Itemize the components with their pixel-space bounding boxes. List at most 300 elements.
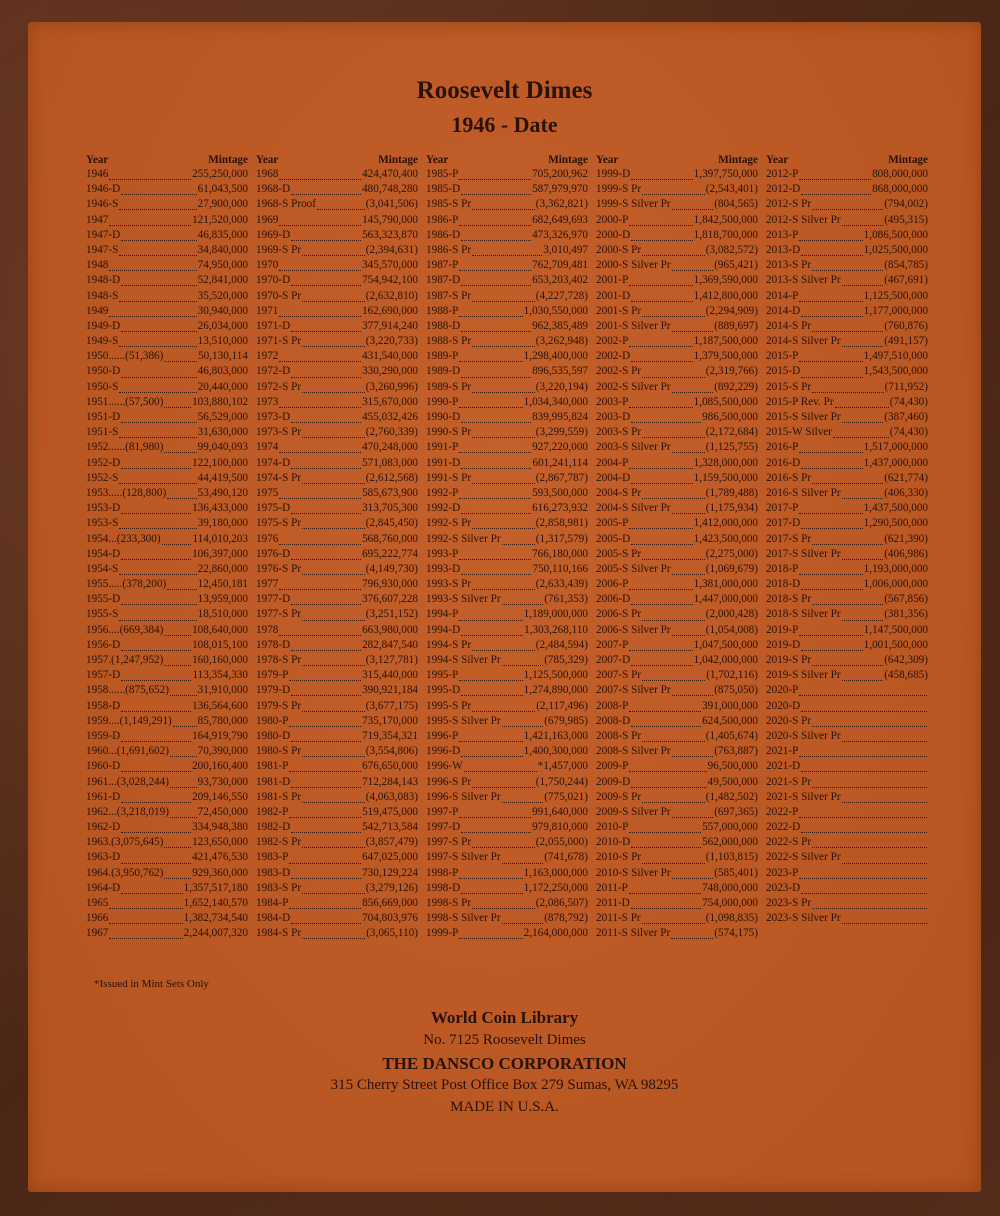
coin-mintage: 585,673,900 (362, 486, 418, 499)
coin-year: 2008-S Pr (596, 729, 642, 742)
coin-year: 1996-P (426, 729, 459, 742)
coin-year: 1992-P (426, 486, 459, 499)
mintage-row (256, 516, 418, 531)
mintage-row (596, 668, 758, 683)
leader-dots (799, 169, 871, 180)
leader-dots (121, 367, 196, 378)
leader-dots (801, 761, 927, 772)
coin-mintage: (491,157) (884, 335, 928, 348)
coin-mintage: 255,250,000 (192, 168, 248, 180)
coin-mintage: 1,357,517,180 (183, 881, 248, 894)
coin-year: 1947-D (86, 228, 121, 241)
leader-dots (302, 928, 365, 939)
coin-mintage: 49,500,000 (707, 775, 758, 788)
mintage-row (596, 744, 758, 759)
leader-dots (459, 928, 522, 939)
leader-dots (121, 458, 191, 469)
leader-dots (459, 868, 522, 879)
coin-mintage: (74,430) (889, 426, 928, 439)
mintage-row (86, 881, 248, 896)
mintage-row (86, 380, 248, 395)
coin-mintage: (1,750,244) (535, 775, 588, 788)
coin-mintage: 52,841,000 (197, 274, 248, 287)
mintage-row (256, 304, 418, 319)
mintage-row (766, 759, 928, 774)
mintage-row (766, 228, 928, 243)
coin-year: 2022-S Pr (766, 836, 812, 849)
coin-year: 1985-D (426, 183, 461, 196)
mintage-row (256, 896, 418, 911)
coin-year: 1979-D (256, 684, 291, 697)
coin-year: 1987-P (426, 259, 459, 272)
coin-mintage: (2,612,568) (365, 471, 418, 484)
mintage-column-5 (766, 153, 928, 926)
coin-year: 2021-S Silver Pr (766, 790, 841, 803)
coin-mintage: 164,919,790 (192, 729, 248, 742)
mintage-row (86, 592, 248, 607)
mintage-row (426, 516, 588, 531)
mintage-row (766, 562, 928, 577)
mintage-row (256, 501, 418, 516)
leader-dots (291, 503, 361, 514)
mintage-row (86, 425, 248, 440)
coin-year: 1986-S Pr (426, 243, 472, 256)
leader-dots (119, 336, 196, 347)
coin-year: 1957.(1,247,952) (86, 654, 164, 666)
leader-dots (289, 670, 361, 681)
mintage-row (766, 911, 928, 926)
mintage-row (426, 623, 588, 638)
coin-mintage: 624,500,000 (702, 714, 758, 727)
mintage-row (256, 607, 418, 622)
coin-year: 1999-S Silver Pr (596, 198, 671, 211)
leader-dots (461, 184, 531, 195)
mintage-row (596, 395, 758, 410)
leader-dots (842, 731, 927, 742)
mintage-row (596, 926, 758, 941)
coin-mintage: 1,006,000,000 (863, 578, 928, 591)
leader-dots (461, 367, 531, 378)
leader-dots (459, 731, 522, 742)
coin-mintage: 145,790,000 (362, 213, 418, 226)
coin-year: 1993-D (426, 562, 461, 575)
leader-dots (502, 853, 544, 864)
coin-mintage: 315,670,000 (362, 395, 418, 408)
coin-year: 1980-S Pr (256, 745, 302, 758)
mintage-row (256, 683, 418, 698)
mintage-row (256, 197, 418, 212)
mintage-row (596, 881, 758, 896)
mintage-row (86, 790, 248, 805)
coin-year: 2014-S Silver Pr (766, 335, 841, 348)
leader-dots (291, 275, 361, 286)
coin-mintage: (2,086,507) (535, 897, 588, 909)
mintage-row (766, 486, 928, 501)
coin-mintage: 334,948,380 (192, 821, 248, 834)
coin-year: 1995-D (426, 684, 461, 697)
mintage-row (766, 304, 928, 319)
leader-dots (291, 868, 361, 879)
leader-dots (472, 336, 535, 347)
column-header (256, 153, 418, 167)
coin-mintage: 12,450,181 (197, 578, 248, 591)
leader-dots (842, 792, 927, 803)
leader-dots (109, 898, 182, 909)
leader-dots (459, 260, 531, 271)
coin-year: 2008-S Silver Pr (596, 745, 671, 758)
coin-year: 2007-D (596, 654, 631, 666)
mintage-row (256, 213, 418, 228)
leader-dots (629, 579, 692, 590)
coin-year: 1982-P (256, 805, 289, 818)
coin-mintage: 748,000,000 (702, 881, 758, 894)
mintage-row (766, 790, 928, 805)
coin-mintage: (697,365) (714, 805, 758, 818)
coin-year: 2012-S Pr (766, 198, 812, 211)
leader-dots (459, 215, 531, 226)
leader-dots (801, 883, 927, 894)
coin-mintage: 1,159,500,000 (693, 471, 758, 484)
coin-mintage: 13,959,000 (197, 593, 248, 606)
mintage-row (256, 456, 418, 471)
mintage-row (86, 197, 248, 212)
leader-dots (502, 716, 544, 727)
coin-year: 2022-S Silver Pr (766, 851, 841, 864)
mintage-row (86, 182, 248, 197)
mintage-row (256, 775, 418, 790)
leader-dots (472, 427, 535, 438)
coin-year: 2008-D (596, 714, 631, 727)
mintage-row (596, 805, 758, 820)
leader-dots (302, 837, 365, 848)
leader-dots (672, 564, 705, 575)
leader-dots (291, 640, 361, 651)
mintage-row (86, 744, 248, 759)
mintage-row (86, 258, 248, 273)
coin-mintage: 568,760,000 (362, 532, 418, 545)
mintage-row (766, 623, 928, 638)
mintage-row (256, 364, 418, 379)
coin-mintage: 1,086,500,000 (863, 228, 928, 241)
mintage-row (86, 835, 248, 850)
leader-dots (631, 351, 692, 362)
coin-year: 1976-D (256, 547, 291, 560)
coin-mintage: 1,147,500,000 (863, 623, 928, 636)
coin-mintage: (3,857,479) (365, 836, 418, 849)
coin-year: 1956....(669,384) (86, 623, 164, 636)
coin-year: 1958-D (86, 699, 121, 712)
coin-year: 2021-S Pr (766, 775, 812, 788)
leader-dots (799, 746, 927, 757)
mintage-row (256, 592, 418, 607)
coin-mintage: 601,241,114 (532, 456, 588, 469)
mintage-row (766, 364, 928, 379)
leader-dots (472, 291, 535, 302)
leader-dots (842, 913, 927, 924)
coin-mintage: 927,220,000 (532, 441, 588, 454)
leader-dots (642, 792, 705, 803)
coin-year: 2020-S Silver Pr (766, 729, 841, 742)
coin-mintage: (3,554,806) (365, 745, 418, 758)
coin-mintage: (711,952) (884, 380, 928, 393)
coin-year: 1951-S (86, 426, 119, 439)
leader-dots (459, 306, 522, 317)
mintage-row (426, 835, 588, 850)
coin-year: 2001-P (596, 274, 629, 287)
coin-mintage: 209,146,550 (192, 790, 248, 803)
mintage-row (86, 607, 248, 622)
coin-year: 2010-D (596, 836, 631, 849)
leader-dots (121, 275, 196, 286)
coin-mintage: 114,010,203 (192, 532, 248, 545)
leader-dots (121, 883, 182, 894)
coin-year: 1998-P (426, 866, 459, 879)
coin-year: 1988-D (426, 319, 461, 332)
mintage-row (256, 729, 418, 744)
leader-dots (459, 442, 531, 453)
footnote: *Issued in Mint Sets Only (94, 978, 209, 990)
coin-year: 2001-S Silver Pr (596, 319, 671, 332)
coin-year: 2005-D (596, 532, 631, 545)
coin-mintage: (1,125,755) (705, 441, 758, 454)
mintage-row (86, 911, 248, 926)
leader-dots (642, 853, 705, 864)
coin-mintage: (621,390) (884, 532, 928, 545)
mintage-row (256, 759, 418, 774)
coin-year: 1983-S Pr (256, 881, 302, 894)
leader-dots (799, 564, 862, 575)
product-number: No. 7125 Roosevelt Dimes (423, 1032, 586, 1048)
mintage-row (596, 334, 758, 349)
coin-mintage: 519,475,000 (362, 805, 418, 818)
mintage-row (256, 258, 418, 273)
leader-dots (121, 670, 191, 681)
leader-dots (279, 625, 361, 636)
coin-mintage: 34,840,000 (197, 243, 248, 256)
coin-year: 1968-S Proof (256, 198, 316, 211)
column-header (86, 153, 248, 167)
coin-year: 1994-S Silver Pr (426, 654, 501, 666)
coin-year: 1947-S (86, 243, 119, 256)
mintage-row (256, 410, 418, 425)
mintage-row (256, 486, 418, 501)
mintage-row (596, 167, 758, 182)
coin-year: 2007-P (596, 638, 629, 651)
mintage-row (596, 304, 758, 319)
coin-year: 1948-S (86, 289, 119, 302)
coin-year: 1952-D (86, 456, 121, 469)
coin-year: 1987-S Pr (426, 289, 472, 302)
mintage-row (426, 167, 588, 182)
coin-year: 2014-D (766, 304, 801, 317)
coin-year: 1966 (86, 912, 109, 925)
mintage-row (766, 866, 928, 881)
mintage-row (426, 866, 588, 881)
leader-dots (279, 169, 361, 180)
coin-mintage: 424,470,400 (362, 168, 418, 180)
coin-year: 2014-P (766, 289, 799, 302)
mintage-row (86, 167, 248, 182)
mintage-row (766, 881, 928, 896)
mintage-row (426, 820, 588, 835)
coin-year: 1976-S Pr (256, 562, 302, 575)
mintage-row (86, 213, 248, 228)
coin-year: 1980-P (256, 714, 289, 727)
coin-year: 2013-D (766, 243, 801, 256)
mintage-row (596, 759, 758, 774)
coin-year: 1950-D (86, 365, 121, 378)
coin-year: 2006-S Silver Pr (596, 623, 671, 636)
mintage-row (426, 273, 588, 288)
mintage-row (86, 699, 248, 714)
leader-dots (291, 777, 361, 788)
mintage-row (256, 805, 418, 820)
coin-year: 1986-P (426, 213, 459, 226)
mintage-row (256, 471, 418, 486)
leader-dots (629, 458, 692, 469)
coin-mintage: 74,950,000 (197, 259, 248, 272)
leader-dots (459, 610, 522, 621)
coin-year: 1976 (256, 532, 279, 545)
coin-year: 1974-S Pr (256, 471, 302, 484)
coin-mintage: 106,397,000 (192, 547, 248, 560)
coin-mintage: 647,025,000 (362, 851, 418, 864)
coin-year: 2015-D (766, 365, 801, 378)
coin-year: 1987-D (426, 274, 461, 287)
coin-year: 2005-S Pr (596, 547, 642, 560)
coin-mintage: 70,390,000 (197, 745, 248, 758)
coin-year: 1952......(81,980) (86, 441, 164, 454)
mintage-row (256, 790, 418, 805)
coin-year: 1955-D (86, 593, 121, 606)
coin-mintage: 26,034,000 (197, 319, 248, 332)
mintage-row (766, 805, 928, 820)
coin-mintage: 123,650,000 (192, 836, 248, 849)
coin-year: 1961...(3,028,244) (86, 775, 169, 788)
mintage-row (426, 714, 588, 729)
coin-mintage: 557,000,000 (702, 821, 758, 834)
coin-mintage: (1,405,674) (705, 729, 758, 742)
coin-mintage: 762,709,481 (532, 259, 588, 272)
mintage-row (766, 410, 928, 425)
leader-dots (173, 716, 197, 727)
leader-dots (302, 564, 365, 575)
mintage-row (596, 775, 758, 790)
mintage-row (86, 759, 248, 774)
coin-year: 1994-S Pr (426, 638, 472, 651)
leader-dots (291, 321, 361, 332)
leader-dots (279, 260, 361, 271)
coin-year: 2019-S Pr (766, 654, 812, 666)
coin-mintage: 56,529,000 (197, 411, 248, 423)
coin-year: 1953.....(128,800) (86, 486, 167, 499)
mintage-row (256, 273, 418, 288)
mintage-row (86, 896, 248, 911)
mintage-row (256, 547, 418, 562)
leader-dots (801, 822, 927, 833)
coin-year: 2017-D (766, 517, 801, 530)
coin-mintage: (4,227,728) (535, 289, 588, 302)
year-header: Year (426, 154, 449, 166)
leader-dots (672, 260, 714, 271)
coin-mintage: (679,985) (544, 714, 588, 727)
leader-dots (672, 321, 714, 332)
coin-year: 2002-S Pr (596, 365, 642, 378)
coin-mintage: 108,640,000 (192, 623, 248, 636)
coin-mintage: (3,251,152) (365, 608, 418, 621)
mintage-row (596, 486, 758, 501)
coin-year: 2012-D (766, 183, 801, 196)
leader-dots (629, 883, 701, 894)
leader-dots (461, 625, 523, 636)
leader-dots (629, 822, 701, 833)
mintage-row (596, 243, 758, 258)
coin-year: 2011-D (596, 897, 630, 909)
mintage-row (426, 213, 588, 228)
coin-mintage: (1,069,679) (705, 562, 758, 575)
mintage-row (256, 668, 418, 683)
leader-dots (461, 685, 522, 696)
leader-dots (799, 442, 862, 453)
coin-mintage: 313,705,300 (362, 502, 418, 515)
coin-mintage: 839,995,824 (532, 411, 588, 423)
leader-dots (642, 367, 705, 378)
leader-dots (119, 427, 196, 438)
leader-dots (291, 822, 361, 833)
leader-dots (812, 777, 927, 788)
leader-dots (289, 807, 361, 818)
coin-mintage: (2,845,450) (365, 517, 418, 530)
coin-mintage: 1,379,500,000 (693, 350, 758, 363)
leader-dots (461, 321, 531, 332)
coin-mintage: 730,129,224 (362, 866, 418, 879)
leader-dots (629, 640, 692, 651)
coin-mintage: 1,298,400,000 (523, 350, 588, 363)
coin-year: 1991-D (426, 456, 461, 469)
coin-year: 2023-S Silver Pr (766, 912, 841, 925)
coin-mintage: 1,125,500,000 (523, 669, 588, 682)
leader-dots (461, 822, 531, 833)
mintage-row (596, 516, 758, 531)
leader-dots (502, 792, 544, 803)
coin-mintage: 376,607,228 (362, 593, 418, 606)
leader-dots (461, 746, 522, 757)
coin-year: 1988-P (426, 304, 459, 317)
coin-year: 2007-S Silver Pr (596, 684, 671, 697)
mintage-header: Mintage (378, 154, 418, 166)
coin-year: 2000-S Pr (596, 243, 642, 256)
coin-mintage: 470,248,000 (362, 441, 418, 454)
coin-mintage: 1,382,734,540 (183, 912, 248, 925)
coin-mintage: 868,000,000 (872, 183, 928, 196)
leader-dots (302, 473, 365, 484)
coin-mintage: 473,326,970 (532, 228, 588, 241)
coin-year: 2002-S Silver Pr (596, 380, 671, 393)
leader-dots (164, 625, 191, 636)
coin-year: 1955.....(378,200) (86, 578, 167, 591)
coin-year: 1979-P (256, 669, 289, 682)
mintage-row (426, 653, 588, 668)
mintage-row (426, 319, 588, 334)
leader-dots (629, 275, 692, 286)
coin-mintage: (621,774) (884, 471, 928, 484)
coin-year: 1991-P (426, 441, 459, 454)
coin-year: 1948-D (86, 274, 121, 287)
mintage-row (766, 258, 928, 273)
coin-year: 1989-P (426, 350, 459, 363)
coin-year: 1982-S Pr (256, 836, 302, 849)
leader-dots (472, 898, 535, 909)
